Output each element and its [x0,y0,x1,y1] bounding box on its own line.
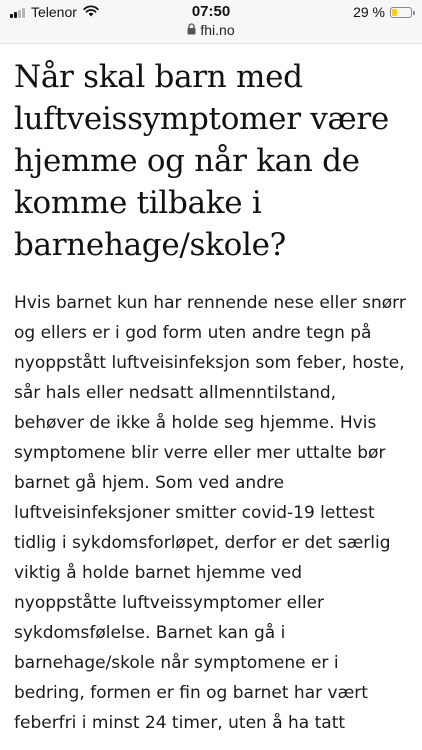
carrier-name: Telenor [31,4,77,20]
address-bar[interactable] [0,22,422,38]
article-title: Når skal barn med luftveissymptomer være hjemme og når kan de komme tilbake i barnehage/skole? [14,59,389,263]
battery-status [353,4,412,20]
clock: 07:50 [191,3,231,20]
lock-icon [187,22,196,38]
url-text: fhi.no [200,22,235,38]
battery-icon [390,7,412,18]
article [14,56,406,738]
article-body: Hvis barnet kun har rennende nese eller snørr og ellers er i god form uten andre tegn på nyoppstått luftveisinfeksjon som feber, hoste, sår hals eller nedsatt allmenntilstand, behøver de ikke å holde seg hjemme. Hvis symptomene blir verre eller mer uttalte bør barnet gå hjem. Som ved andre luftveisinfeksjoner smitter covid-19 lettest tidlig i sykdomsforløpet, derfor er det særlig viktig å holde barnet hjemme ved nyoppståtte luftveissymptomer eller sykdomsfølelse. Barnet kan gå i barnehage/skole når symptomene er i bedring, formen er fin og barnet har vært feberfri i minst 24 timer, uten å ha tatt [14,293,406,733]
battery-percentage: 29 % [353,4,385,20]
status-bar [0,0,422,44]
battery-level [392,9,397,16]
